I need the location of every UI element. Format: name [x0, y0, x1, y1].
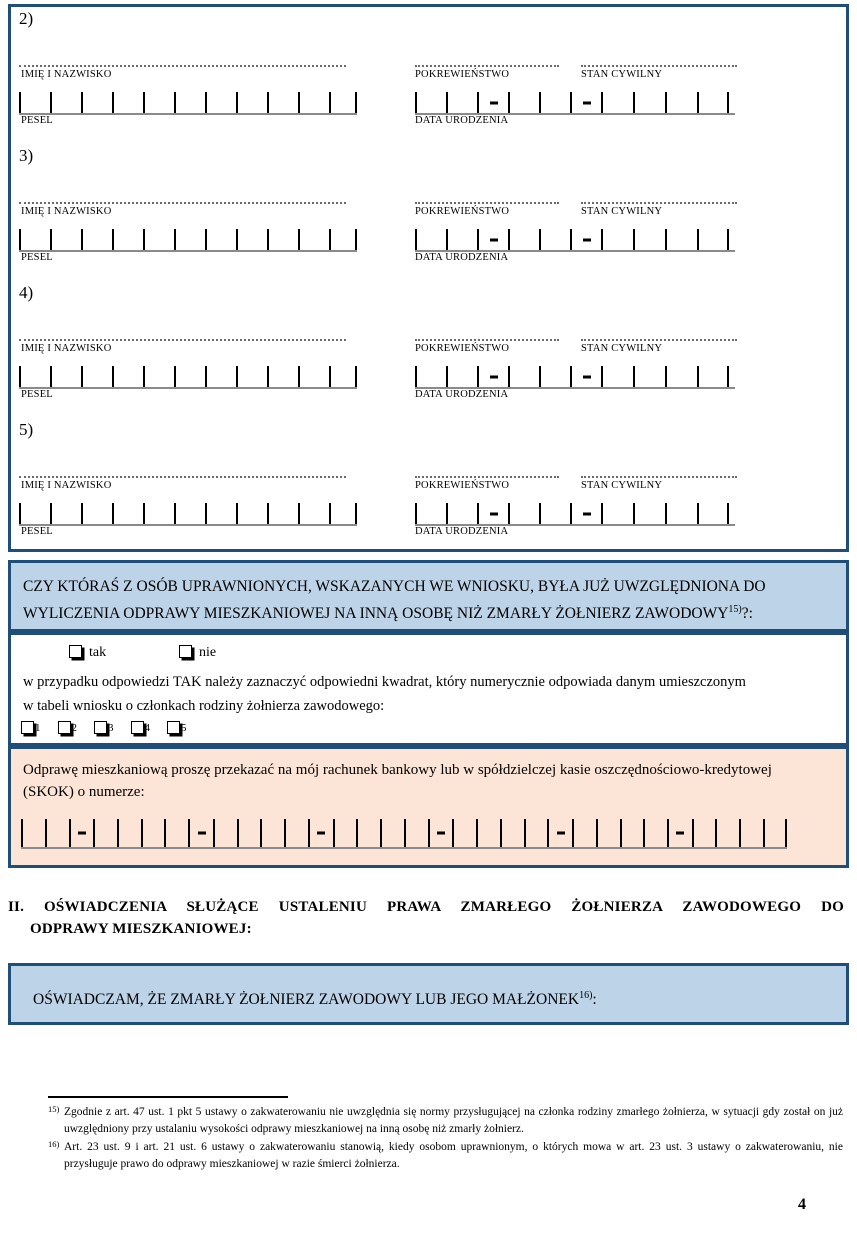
declaration-footnote-ref: 16) — [579, 990, 593, 1001]
relation-writeline[interactable] — [415, 202, 559, 204]
instruction-line-1: w przypadku odpowiedzi TAK należy zaznaczyć odpowiedni kwadrat, który numerycznie odpowiada danym umieszczonym — [23, 674, 746, 690]
pesel-cell[interactable] — [143, 92, 174, 113]
pesel-cell[interactable] — [236, 92, 267, 113]
numbered-option-4-label: 4 — [144, 722, 150, 734]
account-cell[interactable] — [45, 819, 69, 847]
birth-date-cell[interactable] — [697, 503, 729, 524]
account-cell[interactable] — [476, 819, 500, 847]
pesel-cell[interactable] — [236, 229, 267, 250]
checkbox-1-icon[interactable] — [21, 721, 34, 734]
pesel-cell[interactable] — [81, 503, 112, 524]
birth-date-separator — [477, 366, 508, 387]
birth-date-cell[interactable] — [508, 229, 539, 250]
numbered-option-2[interactable] — [58, 721, 78, 734]
pesel-cell[interactable] — [112, 229, 143, 250]
marital-status-writeline[interactable] — [581, 476, 737, 478]
account-separator — [188, 819, 213, 847]
numbered-checkbox-group — [21, 721, 187, 734]
footnote-item — [48, 1104, 843, 1137]
person-block-4 — [11, 281, 846, 418]
pesel-cell[interactable] — [329, 229, 357, 250]
relation-caption: POKREWIEŃSTWO — [415, 480, 510, 491]
pesel-cell[interactable] — [112, 503, 143, 524]
birth-date-cell[interactable] — [415, 503, 446, 524]
pesel-cell[interactable] — [81, 92, 112, 113]
account-separator — [547, 819, 572, 847]
marital-status-caption: STAN CYWILNY — [581, 343, 663, 354]
birth-date-cell[interactable] — [415, 366, 446, 387]
birth-date-cell[interactable] — [446, 366, 477, 387]
pesel-input[interactable] — [19, 229, 357, 252]
numbered-option-2-label: 2 — [71, 722, 77, 734]
relation-writeline[interactable] — [415, 65, 559, 67]
marital-status-caption: STAN CYWILNY — [581, 69, 663, 80]
birth-date-cell[interactable] — [508, 366, 539, 387]
account-cell[interactable] — [739, 819, 763, 847]
birth-date-cell[interactable] — [446, 229, 477, 250]
account-separator — [308, 819, 333, 847]
birth-date-cell[interactable] — [697, 366, 729, 387]
option-no[interactable] — [179, 645, 216, 661]
birth-date-cell[interactable] — [633, 229, 665, 250]
question-text — [23, 575, 834, 625]
birth-date-input[interactable] — [415, 503, 735, 526]
pesel-input[interactable] — [19, 503, 357, 526]
marital-status-writeline[interactable] — [581, 339, 737, 341]
birth-date-cell[interactable] — [508, 92, 539, 113]
birth-date-cell[interactable] — [665, 92, 697, 113]
footnote-divider — [48, 1096, 288, 1098]
numbered-option-3[interactable] — [94, 721, 114, 734]
footnote-marker: 16) — [48, 1139, 60, 1149]
answer-panel — [8, 632, 849, 746]
checkbox-3-icon[interactable] — [94, 721, 107, 734]
birth-date-cell[interactable] — [446, 92, 477, 113]
birth-date-cell[interactable] — [539, 366, 570, 387]
pesel-cell[interactable] — [112, 92, 143, 113]
account-cell[interactable] — [596, 819, 620, 847]
pesel-cell[interactable] — [143, 229, 174, 250]
birth-date-cell[interactable] — [697, 229, 729, 250]
birth-date-cell[interactable] — [539, 503, 570, 524]
pesel-cell[interactable] — [50, 503, 81, 524]
question-footnote-ref: 15) — [728, 604, 742, 615]
numbered-option-1-label: 1 — [35, 722, 41, 734]
bank-account-panel — [8, 746, 849, 868]
question-line-2: WYLICZENIA ODPRAWY MIESZKANIOWEJ NA INNĄ OSOBĘ NIŻ ZMARŁY ŻOŁNIERZ ZAWODOWY — [23, 605, 729, 623]
pesel-caption: PESEL — [21, 115, 53, 126]
question-line-1: CZY KTÓRAŚ Z OSÓB UPRAWNIONYCH, WSKAZANYCH WE WNIOSKU, BYŁA JUŻ UWZGLĘDNIONA DO — [23, 578, 766, 595]
relation-writeline[interactable] — [415, 339, 559, 341]
declaration-text — [33, 984, 834, 1011]
checkbox-no-icon[interactable] — [179, 645, 192, 658]
birth-date-caption: DATA URODZENIA — [415, 252, 509, 263]
birth-date-cell[interactable] — [633, 366, 665, 387]
pesel-cell[interactable] — [81, 366, 112, 387]
person-block-3 — [11, 144, 846, 281]
birth-date-caption: DATA URODZENIA — [415, 389, 509, 400]
account-separator — [667, 819, 692, 847]
pesel-cell[interactable] — [236, 503, 267, 524]
birth-date-cell[interactable] — [539, 229, 570, 250]
pesel-cell[interactable] — [298, 503, 329, 524]
account-cell[interactable] — [524, 819, 548, 847]
birth-date-cell[interactable] — [415, 92, 446, 113]
footnote-item — [48, 1139, 843, 1172]
name-caption: IMIĘ I NAZWISKO — [21, 343, 112, 354]
persons-table — [8, 4, 849, 552]
pesel-caption: PESEL — [21, 526, 53, 537]
relation-caption: POKREWIEŃSTWO — [415, 69, 510, 80]
question-panel — [8, 560, 849, 632]
marital-status-writeline[interactable] — [581, 65, 737, 67]
account-cell[interactable] — [763, 819, 787, 847]
marital-status-writeline[interactable] — [581, 202, 737, 204]
account-cell[interactable] — [452, 819, 476, 847]
pesel-caption: PESEL — [21, 389, 53, 400]
bank-account-text — [23, 759, 834, 803]
account-cell[interactable] — [260, 819, 284, 847]
pesel-input[interactable] — [19, 92, 357, 115]
section-two-heading — [8, 896, 844, 940]
pesel-cell[interactable] — [19, 229, 50, 250]
account-cell[interactable] — [404, 819, 428, 847]
pesel-cell[interactable] — [174, 366, 205, 387]
pesel-cell[interactable] — [174, 229, 205, 250]
person-index: 4) — [19, 283, 34, 302]
account-cell[interactable] — [500, 819, 524, 847]
person-block-5 — [11, 418, 846, 555]
numbered-option-1[interactable] — [21, 721, 41, 734]
birth-date-cell[interactable] — [633, 503, 665, 524]
declaration-text-tail: : — [592, 991, 597, 1009]
pesel-cell[interactable] — [329, 503, 357, 524]
pesel-cell[interactable] — [205, 366, 236, 387]
numbered-option-5-label: 5 — [181, 722, 187, 734]
birth-date-caption: DATA URODZENIA — [415, 526, 509, 537]
checkbox-5-icon[interactable] — [167, 721, 180, 734]
checkbox-2-icon[interactable] — [58, 721, 71, 734]
account-separator — [69, 819, 94, 847]
footnote-list — [48, 1104, 843, 1174]
name-writeline[interactable] — [19, 202, 346, 204]
instruction-line-2: w tabeli wniosku o członkach rodziny żołnierza zawodowego: — [23, 698, 385, 714]
name-writeline[interactable] — [19, 339, 346, 341]
pesel-cell[interactable] — [236, 366, 267, 387]
footnote-text: Art. 23 ust. 9 i art. 21 ust. 6 ustawy o zakwaterowaniu stanowią, kiedy osobom uprawnionym, o których mowa w art. 23 ust. 3 ustawy o zakwaterowaniu, nie przysługuje prawo do odprawy mieszkaniowej w razie śmierci żołnierza. — [64, 1141, 843, 1170]
account-cell[interactable] — [117, 819, 141, 847]
relation-caption: POKREWIEŃSTWO — [415, 206, 510, 217]
birth-date-cell[interactable] — [601, 366, 633, 387]
pesel-cell[interactable] — [205, 92, 236, 113]
pesel-cell[interactable] — [19, 92, 50, 113]
account-cell[interactable] — [715, 819, 739, 847]
pesel-cell[interactable] — [267, 229, 298, 250]
account-cell[interactable] — [620, 819, 644, 847]
birth-date-separator — [477, 503, 508, 524]
name-caption: IMIĘ I NAZWISKO — [21, 480, 112, 491]
birth-date-separator — [570, 229, 601, 250]
pesel-cell[interactable] — [174, 92, 205, 113]
marital-status-caption: STAN CYWILNY — [581, 480, 663, 491]
page-number: 4 — [798, 1196, 806, 1213]
bank-text-line-1: Odprawę mieszkaniową proszę przekazać na mój rachunek bankowy lub w spółdzielczej kasie oszczędnościowo-kredytowej — [23, 762, 772, 778]
pesel-cell[interactable] — [298, 366, 329, 387]
pesel-caption: PESEL — [21, 252, 53, 263]
numbered-option-3-label: 3 — [108, 722, 114, 734]
account-cell[interactable] — [333, 819, 357, 847]
account-cell[interactable] — [21, 819, 45, 847]
numbered-option-5[interactable] — [167, 721, 187, 734]
pesel-cell[interactable] — [267, 92, 298, 113]
account-cell[interactable] — [572, 819, 596, 847]
pesel-cell[interactable] — [19, 366, 50, 387]
birth-date-cell[interactable] — [508, 503, 539, 524]
account-cell[interactable] — [141, 819, 165, 847]
pesel-input[interactable] — [19, 366, 357, 389]
account-cell[interactable] — [284, 819, 308, 847]
account-cell[interactable] — [380, 819, 404, 847]
relation-caption: POKREWIEŃSTWO — [415, 343, 510, 354]
account-cell[interactable] — [164, 819, 188, 847]
pesel-cell[interactable] — [329, 92, 357, 113]
bank-text-line-2: (SKOK) o numerze: — [23, 784, 145, 800]
pesel-cell[interactable] — [205, 229, 236, 250]
name-caption: IMIĘ I NAZWISKO — [21, 69, 112, 80]
person-index: 3) — [19, 146, 34, 165]
birth-date-cell[interactable] — [601, 92, 633, 113]
declaration-text-main: OŚWIADCZAM, ŻE ZMARŁY ŻOŁNIERZ ZAWODOWY LUB JEGO MAŁŻONEK — [33, 991, 580, 1009]
pesel-cell[interactable] — [143, 503, 174, 524]
birth-date-cell[interactable] — [665, 503, 697, 524]
pesel-cell[interactable] — [298, 229, 329, 250]
account-cell[interactable] — [692, 819, 716, 847]
question-line-2-tail: ?: — [741, 605, 753, 623]
birth-date-cell[interactable] — [697, 92, 729, 113]
birth-date-cell[interactable] — [415, 229, 446, 250]
declaration-panel — [8, 963, 849, 1025]
birth-date-input[interactable] — [415, 366, 735, 389]
footnote-marker: 15) — [48, 1104, 60, 1114]
name-caption: IMIĘ I NAZWISKO — [21, 206, 112, 217]
checkbox-yes-icon[interactable] — [69, 645, 82, 658]
relation-writeline[interactable] — [415, 476, 559, 478]
numbered-option-4[interactable] — [131, 721, 151, 734]
option-yes[interactable] — [69, 645, 106, 661]
bank-account-input[interactable] — [21, 819, 787, 849]
pesel-cell[interactable] — [50, 229, 81, 250]
birth-date-input[interactable] — [415, 229, 735, 252]
birth-date-input[interactable] — [415, 92, 735, 115]
birth-date-separator — [477, 229, 508, 250]
birth-date-cell[interactable] — [665, 229, 697, 250]
section-two-heading-line-2: ODPRAWY MIESZKANIOWEJ: — [30, 921, 252, 937]
account-cell[interactable] — [356, 819, 380, 847]
pesel-cell[interactable] — [298, 92, 329, 113]
pesel-cell[interactable] — [174, 503, 205, 524]
pesel-cell[interactable] — [267, 503, 298, 524]
person-index: 2) — [19, 9, 34, 28]
account-cell[interactable] — [93, 819, 117, 847]
birth-date-cell[interactable] — [539, 92, 570, 113]
birth-date-separator — [570, 92, 601, 113]
pesel-cell[interactable] — [112, 366, 143, 387]
birth-date-cell[interactable] — [633, 92, 665, 113]
person-index: 5) — [19, 420, 34, 439]
birth-date-separator — [570, 503, 601, 524]
checkbox-4-icon[interactable] — [131, 721, 144, 734]
account-cell[interactable] — [237, 819, 261, 847]
name-writeline[interactable] — [19, 476, 346, 478]
name-writeline[interactable] — [19, 65, 346, 67]
marital-status-caption: STAN CYWILNY — [581, 206, 663, 217]
pesel-cell[interactable] — [81, 229, 112, 250]
birth-date-cell[interactable] — [665, 366, 697, 387]
footnote-text: Zgodnie z art. 47 ust. 1 pkt 5 ustawy o zakwaterowaniu nie uwzględnia się normy przysługującej na członka rodziny zmarłego żołnierza, w sytuacji gdy został on już uwzględniony przy ustalaniu wysokości odprawy mieszkaniowej na inną osobę niż zmarły żołnierz. — [64, 1106, 843, 1135]
section-two-heading-line-1: II. OŚWIADCZENIA SŁUŻĄCE USTALENIU PRAWA ZMARŁEGO ŻOŁNIERZA ZAWODOWEGO DO — [8, 899, 844, 915]
birth-date-caption: DATA URODZENIA — [415, 115, 509, 126]
pesel-cell[interactable] — [205, 503, 236, 524]
account-cell[interactable] — [213, 819, 237, 847]
option-no-label: nie — [199, 645, 217, 660]
birth-date-separator — [477, 92, 508, 113]
birth-date-separator — [570, 366, 601, 387]
pesel-cell[interactable] — [19, 503, 50, 524]
birth-date-cell[interactable] — [601, 503, 633, 524]
pesel-cell[interactable] — [50, 366, 81, 387]
account-separator — [428, 819, 453, 847]
pesel-cell[interactable] — [50, 92, 81, 113]
person-block-2 — [11, 7, 846, 144]
pesel-cell[interactable] — [143, 366, 174, 387]
birth-date-cell[interactable] — [446, 503, 477, 524]
birth-date-cell[interactable] — [601, 229, 633, 250]
option-yes-label: tak — [89, 645, 107, 660]
pesel-cell[interactable] — [329, 366, 357, 387]
account-cell[interactable] — [643, 819, 667, 847]
pesel-cell[interactable] — [267, 366, 298, 387]
